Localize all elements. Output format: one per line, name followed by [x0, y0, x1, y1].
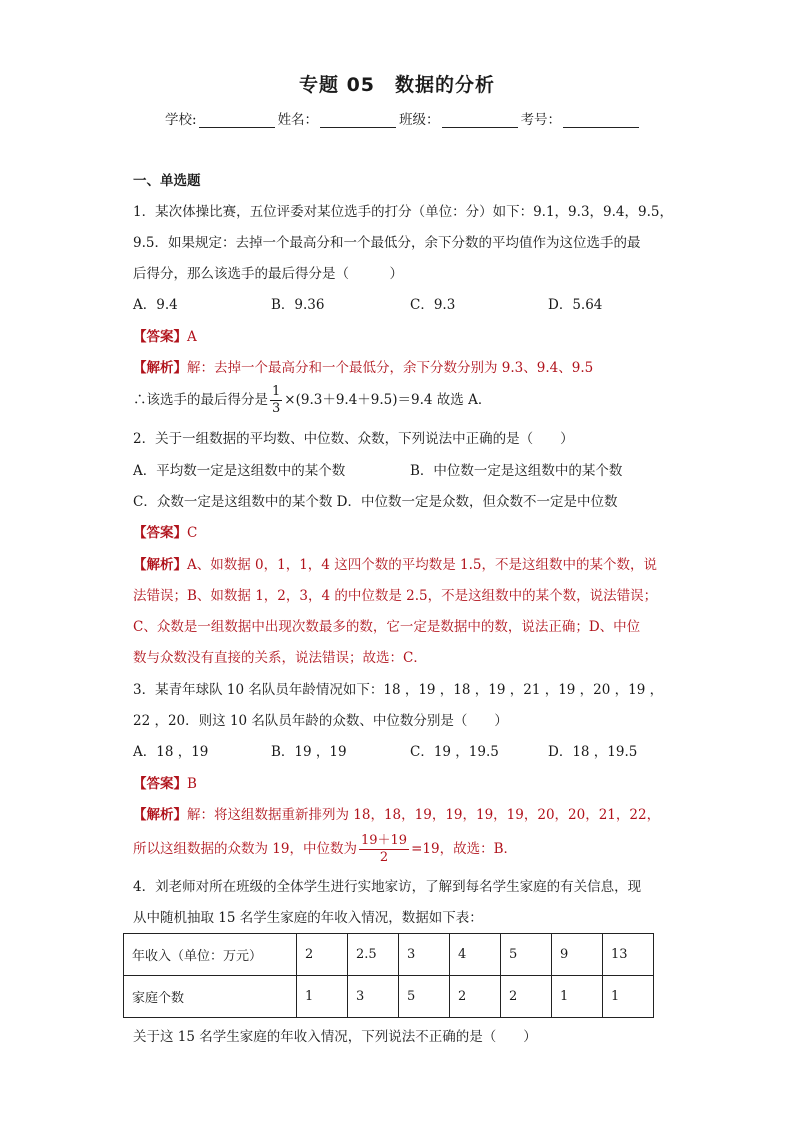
q1-option-a: A．9.4: [133, 297, 178, 313]
q2-answer-tag: 【答案】: [133, 525, 187, 541]
student-info-line: [165, 108, 642, 128]
table-cell: 5: [501, 934, 552, 976]
q1-text-line3: 后得分，那么该选手的最后得分是（ ）: [133, 266, 403, 282]
table-cell: 3: [348, 976, 399, 1018]
q3-option-b: B．19 ，19: [271, 744, 347, 760]
q3-text-line2: 22 ，20．则这 10 名队员年龄的众数、中位数分别是（ ）: [133, 713, 508, 729]
q3-analysis-prefix: 所以这组数据的众数为 19，中位数为: [133, 841, 357, 857]
q1-analysis-tag: 【解析】: [133, 360, 187, 376]
q2-analysis-line3: C、众数是一组数据中出现次数最多的数，它一定是数据中的数，说法正确；D、中位: [133, 619, 641, 635]
table-cell: 13: [603, 934, 654, 976]
q2-text-line1: 2．关于一组数据的平均数、中位数、众数，下列说法中正确的是（ ）: [133, 431, 574, 447]
class-label: 班级：: [399, 112, 440, 128]
q1-text-line1: 1．某次体操比赛，五位评委对某位选手的打分（单位：分）如下：9.1，9.3，9.4，9.5，: [133, 204, 673, 220]
q3-option-c: C．19 ，19.5: [410, 744, 499, 760]
q1-text-line2: 9.5．如果规定：去掉一个最高分和一个最低分，余下分数的平均值作为这位选手的最: [133, 235, 641, 251]
q2-analysis-line1: [133, 555, 657, 575]
q1-analysis-prefix: ∴该选手的最后得分是: [133, 392, 268, 408]
table-cell: 2: [501, 976, 552, 1018]
table-cell: 9: [552, 934, 603, 976]
q3-analysis-line1: [133, 805, 660, 825]
q1-option-c: C．9.3: [410, 297, 456, 313]
q2-analysis-line4: 数与众数没有直接的关系，说法错误；故选：C．: [133, 650, 427, 666]
q3-answer-value: B: [187, 776, 197, 792]
q2-answer-value: C: [187, 525, 198, 541]
q1-analysis-suffix: ×(9.3＋9.4＋9.5)＝9.4 故选 A．: [284, 392, 492, 408]
q3-answer: [133, 774, 197, 794]
table-cell: 1: [603, 976, 654, 1018]
q1-analysis-text: 解：去掉一个最高分和一个最低分，余下分数分别为 9.3、9.4、9.5: [187, 360, 594, 376]
section-title: 一、单选题: [133, 173, 201, 189]
table-cell: 1: [297, 976, 348, 1018]
q1-analysis-line2: [133, 381, 491, 419]
title-main: 专题 05: [298, 74, 376, 96]
table-cell: 2.5: [348, 934, 399, 976]
number-blank[interactable]: [563, 111, 639, 128]
table-cell: 5: [399, 976, 450, 1018]
q3-answer-tag: 【答案】: [133, 776, 187, 792]
table-row-header: 家庭个数: [124, 976, 297, 1018]
school-label: 学校:: [165, 112, 197, 128]
q1-fraction-numerator: 1: [272, 384, 281, 399]
q3-analysis-line2: [133, 829, 517, 869]
q3-fraction-denominator: 2: [379, 850, 389, 865]
q1-answer-tag: 【答案】: [133, 329, 187, 345]
q3-analysis-suffix: =19，故选：B．: [411, 841, 517, 857]
table-row-header: 年收入（单位：万元）: [124, 934, 297, 976]
q2-analysis-text: A、如数据 0，1，1，4 这四个数的平均数是 1.5，不是这组数中的某个数，说: [187, 557, 657, 573]
q1-answer: [133, 327, 197, 347]
name-blank[interactable]: [320, 111, 396, 128]
q2-analysis-line2: 法错误；B、如数据 1，2，3，4 的中位数是 2.5，不是这组数中的某个数，说法错误；: [133, 588, 658, 604]
q4-text-line3: 关于这 15 名学生家庭的年收入情况，下列说法不正确的是（ ）: [133, 1029, 537, 1045]
class-blank[interactable]: [442, 111, 518, 128]
title-sub: 数据的分析: [395, 74, 496, 96]
table-cell: 1: [552, 976, 603, 1018]
q4-text-line2: 从中随机抽取 15 名学生家庭的年收入情况，数据如下表：: [133, 910, 483, 926]
q3-fraction-numerator: 19＋19: [360, 833, 408, 848]
page-title: [0, 70, 794, 97]
q3-option-d: D．18 ，19.5: [548, 744, 638, 760]
q1-options: [133, 295, 673, 315]
table-cell: 2: [297, 934, 348, 976]
q2-option-a: A．平均数一定是这组数中的某个数: [133, 463, 346, 479]
table-cell: 4: [450, 934, 501, 976]
school-blank[interactable]: [199, 111, 275, 128]
q1-fraction-denominator: 3: [272, 401, 281, 416]
q2-answer: [133, 523, 197, 543]
table-row: [124, 934, 654, 976]
q2-options-cd: C．众数一定是这组数中的某个数 D．中位数一定是众数，但众数不一定是中位数: [133, 494, 618, 510]
table-cell: 3: [399, 934, 450, 976]
table-row: [124, 976, 654, 1018]
q2-options-ab: [133, 461, 673, 481]
q1-analysis-line1: [133, 358, 593, 378]
q1-option-d: D．5.64: [548, 297, 603, 313]
q1-option-b: B．9.36: [271, 297, 325, 313]
income-table: [123, 933, 654, 1018]
q2-option-b: B．中位数一定是这组数中的某个数: [410, 463, 623, 479]
q3-option-a: A．18 ，19: [133, 744, 209, 760]
q3-text-line1: 3．某青年球队 10 名队员年龄情况如下：18 ，19 ，18 ，19 ，21 ，19 ，20 ，19 ，: [133, 682, 664, 698]
number-label: 考号：: [520, 112, 562, 128]
name-label: 姓名：: [277, 112, 319, 128]
q1-answer-value: A: [187, 329, 197, 345]
q3-fraction: [359, 833, 409, 866]
q4-text-line1: 4．刘老师对所在班级的全体学生进行实地家访，了解到每名学生家庭的有关信息，现: [133, 879, 642, 895]
q3-analysis-text: 解：将这组数据重新排列为 18，18，19，19，19，19，20，20，21，22，: [187, 807, 661, 823]
table-cell: 2: [450, 976, 501, 1018]
q3-analysis-tag: 【解析】: [133, 807, 187, 823]
q3-options: [133, 742, 673, 762]
q2-analysis-tag: 【解析】: [133, 557, 187, 573]
q1-fraction: [270, 384, 282, 417]
